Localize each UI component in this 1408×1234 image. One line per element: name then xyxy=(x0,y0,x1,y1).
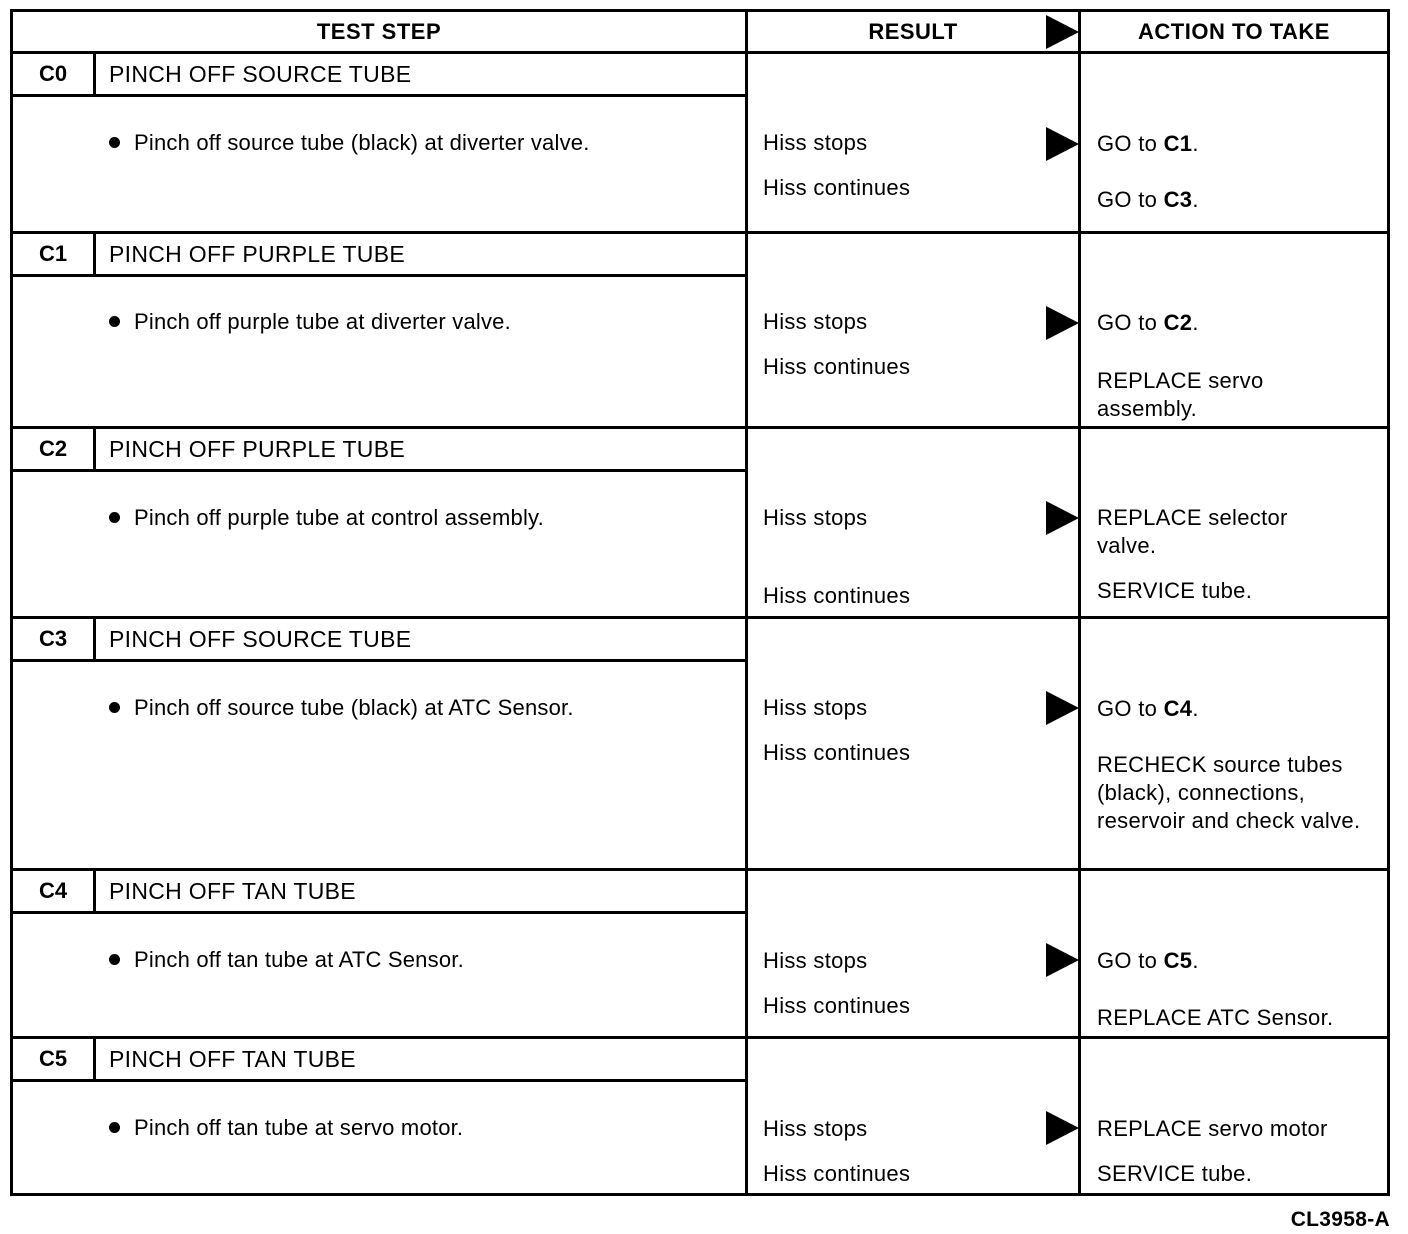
step-id-divider xyxy=(93,619,96,659)
step-instruction: Pinch off purple tube at diverter valve. xyxy=(109,309,511,335)
step-id: C1 xyxy=(38,241,68,266)
result-hiss-continues: Hiss continues xyxy=(763,583,911,608)
step-id-divider xyxy=(93,1039,96,1079)
step-title-underline xyxy=(13,274,748,277)
step-instruction: Pinch off tan tube at servo motor. xyxy=(109,1115,463,1141)
step-title: PINCH OFF SOURCE TUBE xyxy=(109,626,412,652)
action-hiss-continues: GO to C3. xyxy=(1097,187,1199,212)
step-title: PINCH OFF SOURCE TUBE xyxy=(109,61,412,87)
test-step-row-c1 xyxy=(13,234,1387,427)
header-result: RESULT xyxy=(868,19,958,44)
step-id-divider xyxy=(93,234,96,274)
action-hiss-stops: GO to C2. xyxy=(1097,310,1199,335)
result-hiss-continues: Hiss continues xyxy=(763,354,911,379)
step-instruction: Pinch off tan tube at ATC Sensor. xyxy=(109,947,464,973)
bullet-icon xyxy=(109,512,120,523)
step-id: C5 xyxy=(38,1046,68,1071)
action-hiss-continues: REPLACE servo assembly. xyxy=(1097,368,1264,421)
step-id: C2 xyxy=(38,436,68,461)
step-title-underline xyxy=(13,1079,748,1082)
result-hiss-stops: Hiss stops xyxy=(763,309,868,334)
action-hiss-stops: GO to C5. xyxy=(1097,948,1199,973)
result-hiss-continues: Hiss continues xyxy=(763,175,911,200)
step-title-bar xyxy=(13,1039,748,1079)
step-title: PINCH OFF TAN TUBE xyxy=(109,1046,356,1072)
step-instruction: Pinch off source tube (black) at diverter valve. xyxy=(109,130,590,156)
step-title-underline xyxy=(13,659,748,662)
step-id: C4 xyxy=(38,878,68,903)
result-hiss-continues: Hiss continues xyxy=(763,993,911,1018)
step-title: PINCH OFF PURPLE TUBE xyxy=(109,436,405,462)
step-title-underline xyxy=(13,911,748,914)
header-arrow-icon xyxy=(1046,15,1079,49)
result-hiss-continues: Hiss continues xyxy=(763,740,911,765)
step-id-divider xyxy=(93,871,96,911)
bullet-icon xyxy=(109,954,120,965)
result-arrow-icon xyxy=(1046,127,1079,161)
test-step-row-c5 xyxy=(13,1039,1387,1193)
step-title-bar xyxy=(13,619,748,659)
result-arrow-icon xyxy=(1046,306,1079,340)
bullet-icon xyxy=(109,702,120,713)
diagnostic-table xyxy=(10,9,1390,1196)
step-id: C0 xyxy=(38,61,68,86)
step-title-bar xyxy=(13,54,748,94)
step-title-bar xyxy=(13,871,748,911)
result-arrow-icon xyxy=(1046,501,1079,535)
bullet-icon xyxy=(109,137,120,148)
result-hiss-stops: Hiss stops xyxy=(763,948,868,973)
step-instruction: Pinch off purple tube at control assembly. xyxy=(109,505,544,531)
test-step-row-c3 xyxy=(13,619,1387,869)
result-arrow-icon xyxy=(1046,691,1079,725)
action-hiss-continues: RECHECK source tubes (black), connections, reservoir and check valve. xyxy=(1097,752,1361,833)
figure-code: CL3958-A xyxy=(1290,1208,1390,1231)
result-hiss-continues: Hiss continues xyxy=(763,1161,911,1186)
step-title-bar xyxy=(13,234,748,274)
test-step-row-c0 xyxy=(13,54,1387,232)
step-title: PINCH OFF TAN TUBE xyxy=(109,878,356,904)
bullet-icon xyxy=(109,316,120,327)
action-hiss-continues: SERVICE tube. xyxy=(1097,1161,1253,1186)
result-hiss-stops: Hiss stops xyxy=(763,1116,868,1141)
bullet-icon xyxy=(109,1122,120,1133)
result-hiss-stops: Hiss stops xyxy=(763,695,868,720)
step-title-bar xyxy=(13,429,748,469)
action-hiss-stops: REPLACE selector valve. xyxy=(1097,505,1288,558)
result-arrow-icon xyxy=(1046,1111,1079,1145)
result-hiss-stops: Hiss stops xyxy=(763,505,868,530)
step-instruction: Pinch off source tube (black) at ATC Sensor. xyxy=(109,695,574,721)
step-id-divider xyxy=(93,429,96,469)
action-hiss-continues: SERVICE tube. xyxy=(1097,578,1253,603)
header-test-step: TEST STEP xyxy=(316,19,442,44)
step-title: PINCH OFF PURPLE TUBE xyxy=(109,241,405,267)
action-hiss-continues: REPLACE ATC Sensor. xyxy=(1097,1005,1334,1030)
step-title-underline xyxy=(13,94,748,97)
test-step-row-c4 xyxy=(13,871,1387,1036)
test-step-row-c2 xyxy=(13,429,1387,617)
action-hiss-stops: GO to C4. xyxy=(1097,696,1199,721)
header-action-to-take: ACTION TO TAKE xyxy=(1138,19,1330,44)
step-id: C3 xyxy=(38,626,68,651)
step-id-divider xyxy=(93,54,96,94)
action-hiss-stops: GO to C1. xyxy=(1097,131,1199,156)
result-hiss-stops: Hiss stops xyxy=(763,130,868,155)
result-arrow-icon xyxy=(1046,943,1079,977)
action-hiss-stops: REPLACE servo motor xyxy=(1097,1116,1328,1141)
step-title-underline xyxy=(13,469,748,472)
